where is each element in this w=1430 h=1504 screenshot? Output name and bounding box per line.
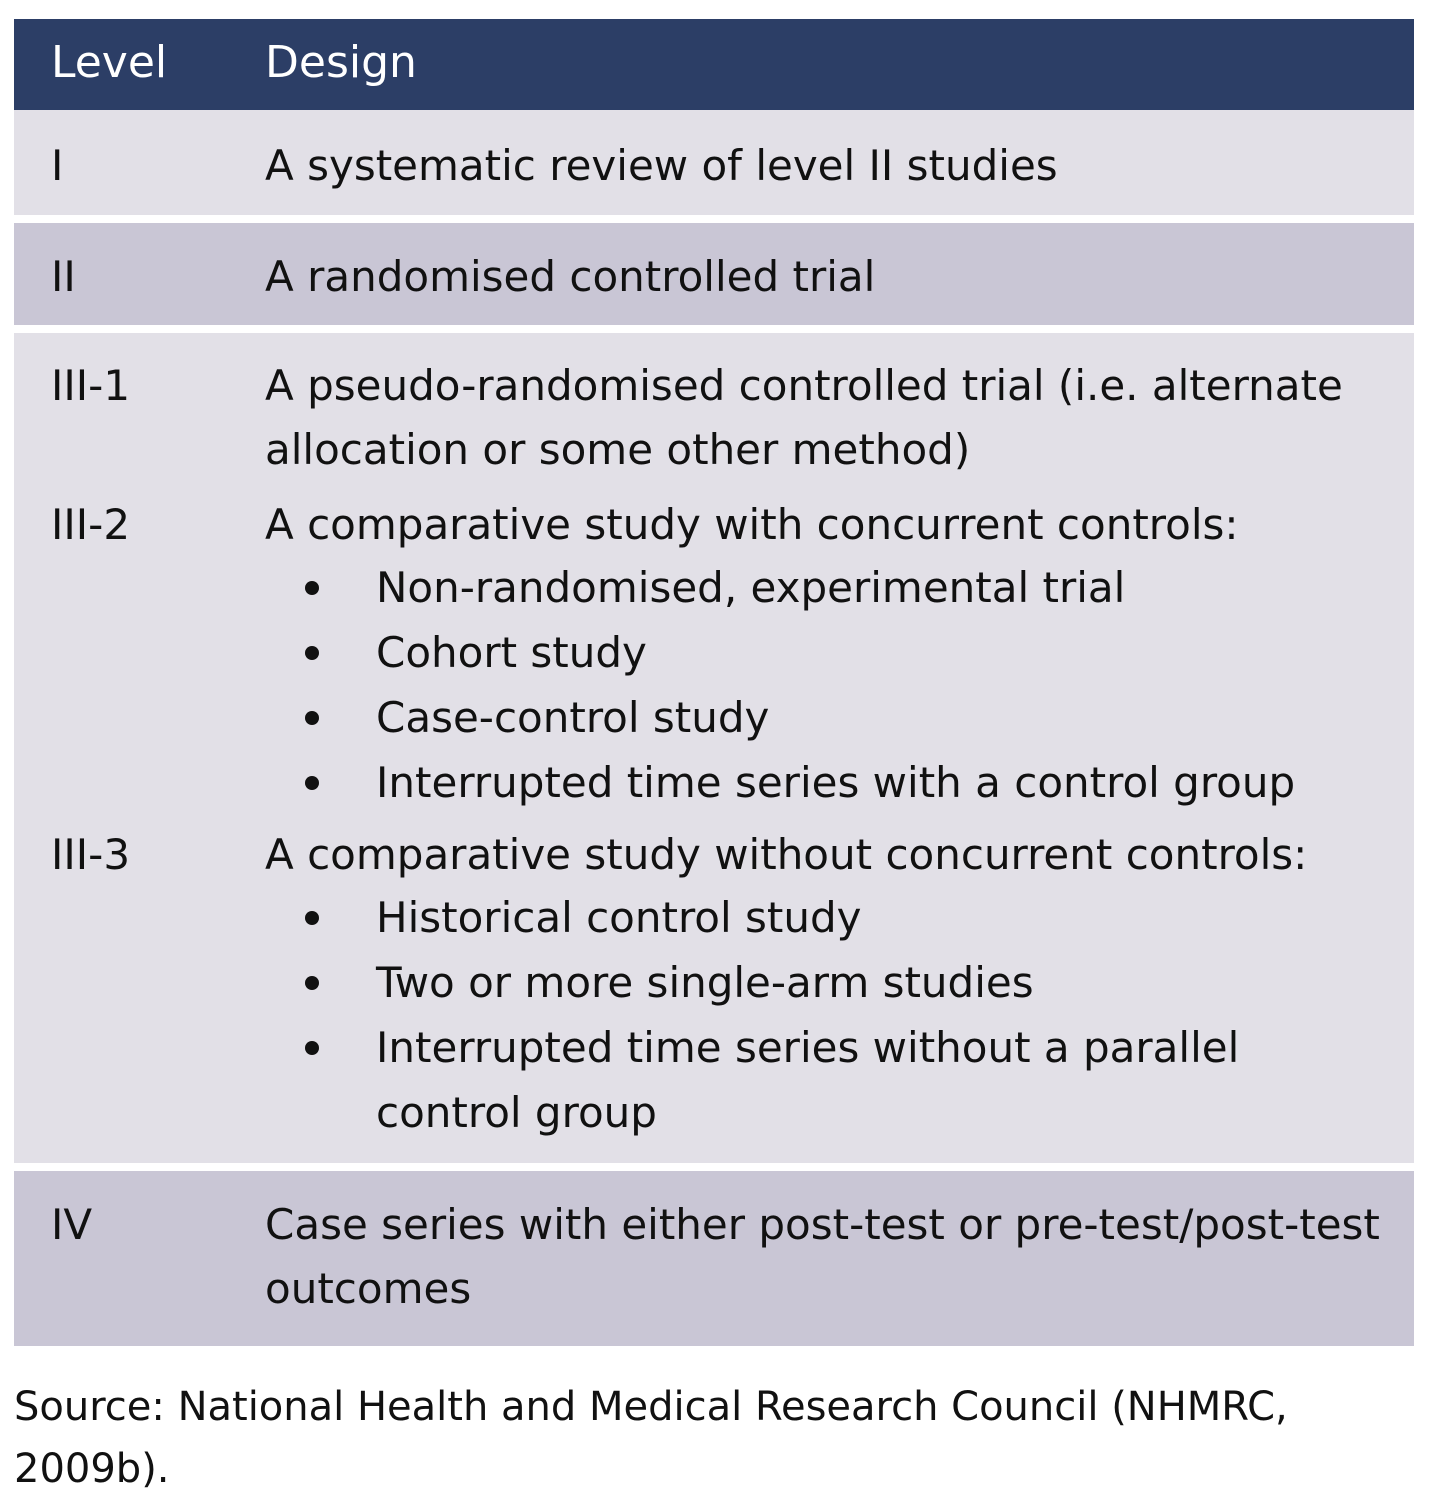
row-design: A randomised controlled trial bbox=[265, 252, 876, 301]
table-row bbox=[14, 1171, 1414, 1346]
bullet-icon bbox=[305, 581, 319, 595]
row-design-with-bullets bbox=[265, 823, 1415, 1145]
list-item-text: Cohort study bbox=[376, 628, 647, 677]
row-level: III-2 bbox=[51, 500, 131, 549]
list-item bbox=[265, 1015, 1376, 1145]
row-design: Case series with either post-test or pre-test/post-test outcomes bbox=[265, 1200, 1380, 1313]
bullet-icon bbox=[305, 776, 319, 790]
row-design: A pseudo-randomised controlled trial (i.e. alternate allocation or some other method) bbox=[265, 361, 1343, 474]
bullet-icon bbox=[305, 1041, 319, 1055]
table-row bbox=[14, 333, 1414, 1171]
row-level: II bbox=[51, 252, 76, 301]
list-item bbox=[265, 750, 1415, 815]
bullet-list bbox=[265, 885, 1415, 1145]
bullet-list bbox=[265, 555, 1415, 815]
list-item-text: Interrupted time series without a parallel control group bbox=[376, 1023, 1240, 1137]
row-design: A comparative study without concurrent controls: bbox=[265, 830, 1308, 879]
list-item bbox=[265, 685, 1415, 750]
row-design-with-bullets bbox=[265, 493, 1415, 815]
bullet-icon bbox=[305, 976, 319, 990]
row-level: III-3 bbox=[51, 830, 131, 879]
list-item bbox=[265, 950, 1415, 1015]
evidence-levels-table bbox=[14, 19, 1414, 1346]
table-header-row bbox=[14, 19, 1414, 110]
list-item bbox=[265, 885, 1415, 950]
bullet-icon bbox=[305, 911, 319, 925]
bullet-icon bbox=[305, 646, 319, 660]
list-item-text: Interrupted time series with a control group bbox=[376, 758, 1296, 807]
row-level: IV bbox=[51, 1200, 93, 1249]
list-item bbox=[265, 620, 1415, 685]
header-level: Level bbox=[51, 37, 168, 88]
row-level: I bbox=[51, 141, 64, 190]
row-design: A systematic review of level II studies bbox=[265, 141, 1058, 190]
list-item-text: Case-control study bbox=[376, 693, 770, 742]
bullet-icon bbox=[305, 711, 319, 725]
list-item-text: Two or more single-arm studies bbox=[376, 958, 1034, 1007]
table-row bbox=[14, 110, 1414, 223]
list-item-text: Non-randomised, experimental trial bbox=[376, 563, 1126, 612]
header-design: Design bbox=[265, 37, 417, 88]
list-item bbox=[265, 555, 1415, 620]
source-citation: Source: National Health and Medical Research Council (NHMRC, 2009b). bbox=[14, 1384, 1288, 1492]
row-design: A comparative study with concurrent controls: bbox=[265, 500, 1239, 549]
row-level: III-1 bbox=[51, 361, 131, 410]
list-item-text: Historical control study bbox=[376, 893, 862, 942]
table-row bbox=[14, 223, 1414, 333]
